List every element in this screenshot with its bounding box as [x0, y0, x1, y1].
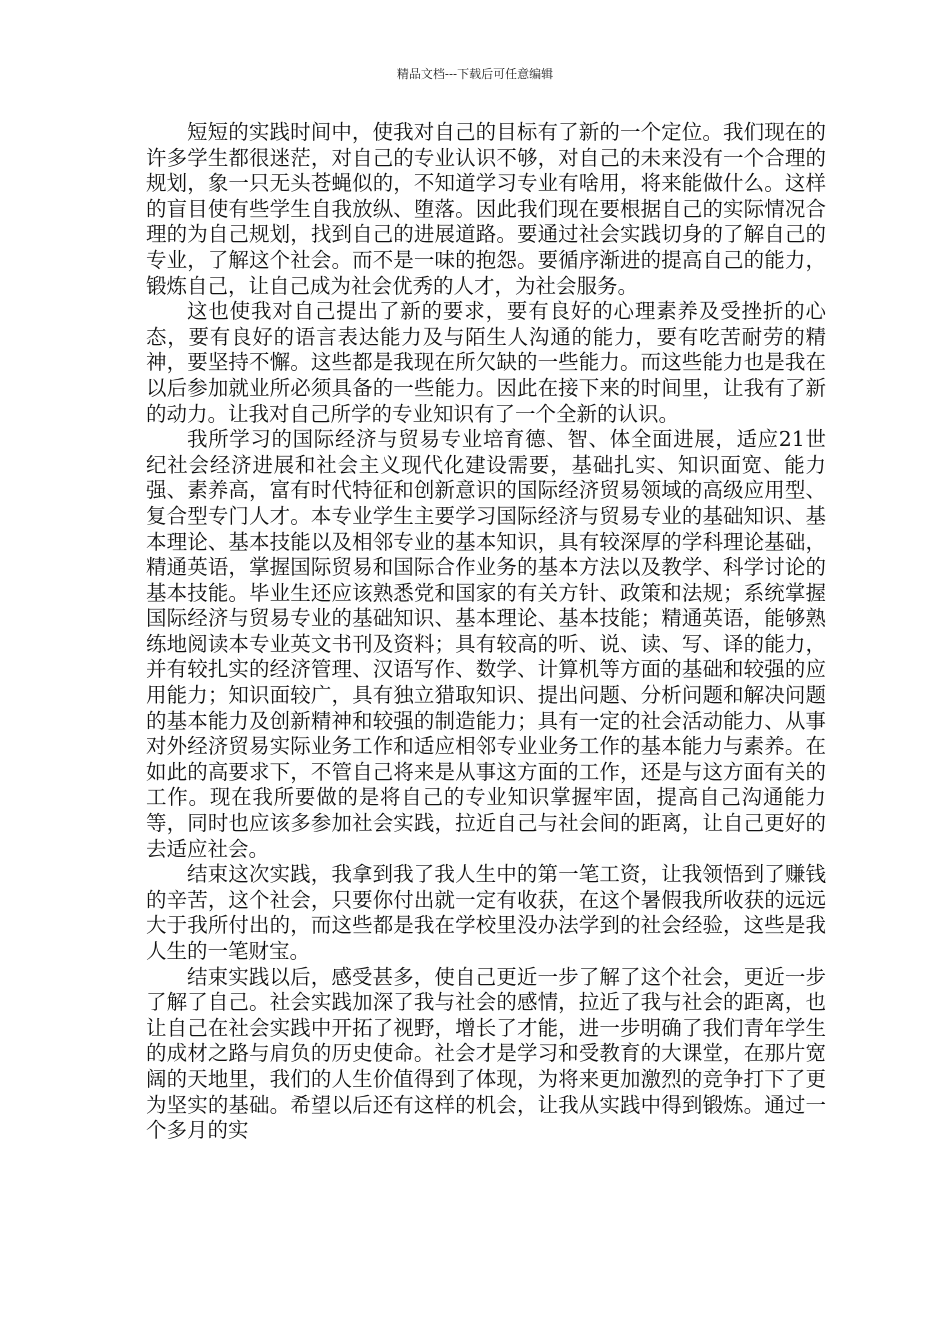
paragraph: 这也使我对自己提出了新的要求，要有良好的心理素养及受挫折的心态，要有良好的语言表达能力及与陌生人沟通的能力，要有吃苦耐劳的精神，要坚持不懈。这些都是我现在所欠缺的一些能力。而这些能力也是我在以后参加就业所必须具备的一些能力。因此在接下来的时间里，让我有了新的动力。让我对自己所学的专业知识有了一个全新的认识。: [146, 299, 826, 426]
paragraph: 结束这次实践，我拿到我了我人生中的第一笔工资，让我领悟到了赚钱的辛苦，这个社会，只要你付出就一定有收获，在这个暑假我所收获的远远大于我所付出的，而这些都是我在学校里没办法学到的社会经验，这些是我人生的一笔财宝。: [146, 862, 826, 963]
paragraph: 我所学习的国际经济与贸易专业培育德、智、体全面进展，适应21世纪社会经济进展和社会主义现代化建设需要，基础扎实、知识面宽、能力强、素养高，富有时代特征和创新意识的国际经济贸易领域的高级应用型、复合型专门人才。本专业学生主要学习国际经济与贸易专业的基础知识、基本理论、基本技能以及相邻专业的基本知识，具有较深厚的学科理论基础，精通英语，掌握国际贸易和国际合作业务的基本方法以及教学、科学讨论的基本技能。毕业生还应该熟悉党和国家的有关方针、政策和法规；系统掌握国际经济与贸易专业的基础知识、基本理论、基本技能；精通英语，能够熟练地阅读本专业英文书刊及资料；具有较高的听、说、读、写、译的能力，并有较扎实的经济管理、汉语写作、数学、计算机等方面的基础和较强的应用能力；知识面较广，具有独立猎取知识、提出问题、分析问题和解决问题的基本能力及创新精神和较强的制造能力；具有一定的社会活动能力、从事对外经济贸易实际业务工作和适应相邻专业业务工作的基本能力与素养。在如此的高要求下，不管自己将来是从事这方面的工作，还是与这方面有关的工作。现在我所要做的是将自己的专业知识掌握牢固，提高自己沟通能力等，同时也应该多参加社会实践，拉近自己与社会间的距离，让自己更好的去适应社会。: [146, 427, 826, 861]
document-body: [146, 120, 826, 1144]
paragraph: 短短的实践时间中，使我对自己的目标有了新的一个定位。我们现在的许多学生都很迷茫，对自己的专业认识不够，对自己的未来没有一个合理的规划，象一只无头苍蝇似的，不知道学习专业有啥用，将来能做什么。这样的盲目使有些学生自我放纵、堕落。因此我们现在要根据自己的实际情况合理的为自己规划，找到自己的进展道路。要通过社会实践切身的了解自己的专业，了解这个社会。而不是一味的抱怨。要循序渐进的提高自己的能力，锻炼自己，让自己成为社会优秀的人才，为社会服务。: [146, 120, 826, 298]
paragraph: 结束实践以后，感受甚多，使自己更近一步了解了这个社会，更近一步了解了自己。社会实践加深了我与社会的感情，拉近了我与社会的距离，也让自己在社会实践中开拓了视野，增长了才能，进一步明确了我们青年学生的成材之路与肩负的历史使命。社会才是学习和受教育的大课堂，在那片宽阔的天地里，我们的人生价值得到了体现，为将来更加激烈的竞争打下了更为坚实的基础。希望以后还有这样的机会，让我从实践中得到锻炼。通过一个多月的实: [146, 964, 826, 1143]
page-header: 精品文档---下载后可任意编辑: [396, 67, 554, 81]
